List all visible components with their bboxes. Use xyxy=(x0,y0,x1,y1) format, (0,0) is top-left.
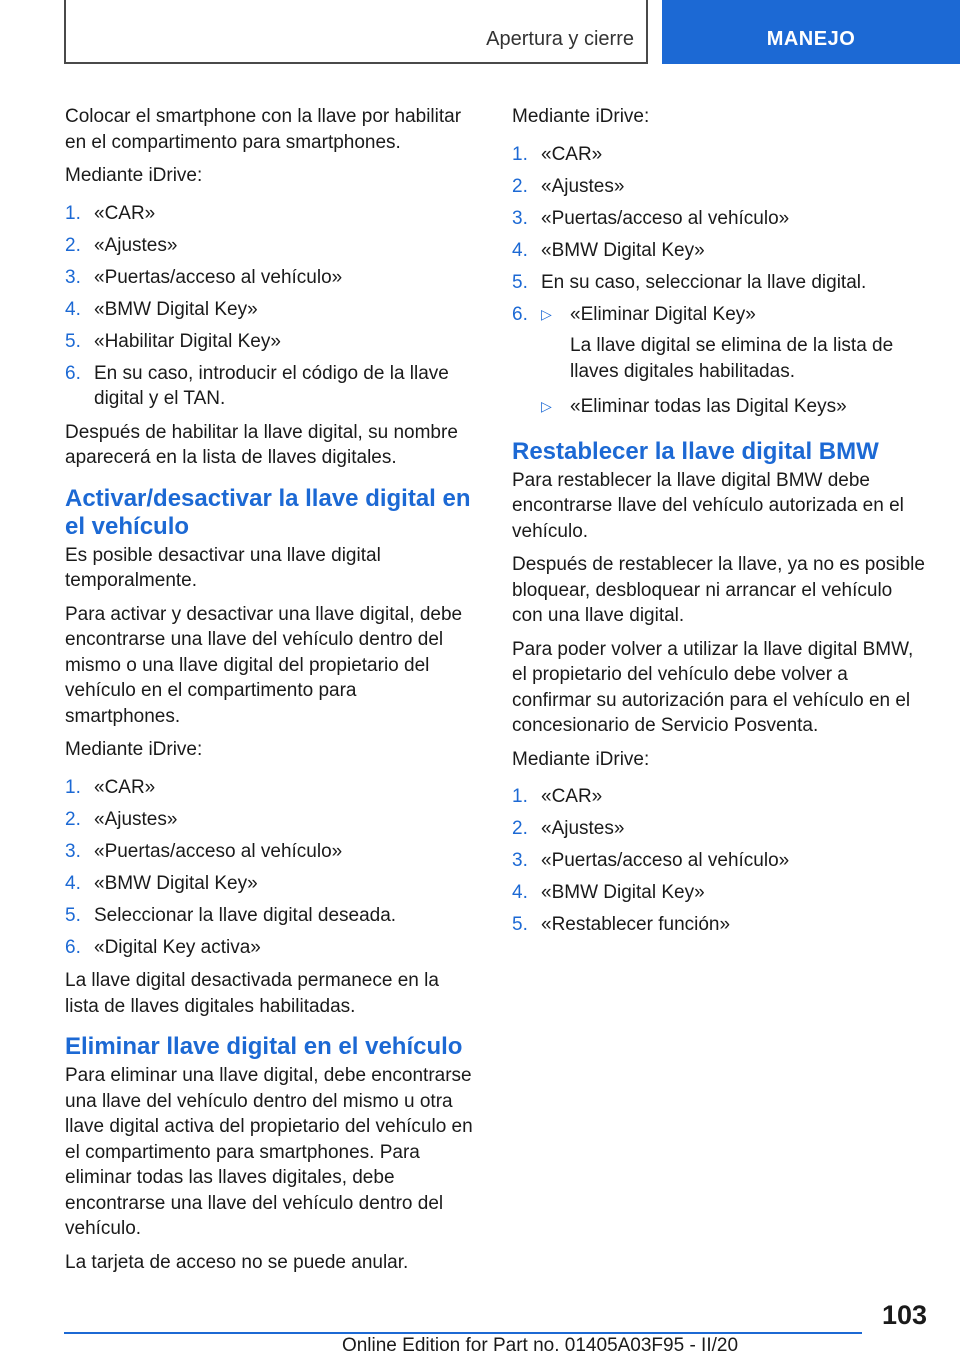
steps-activate xyxy=(65,775,475,961)
chapter-label: MANEJO xyxy=(766,28,856,50)
steps-delete xyxy=(512,142,927,420)
list-item: 5. «Restablecer función» xyxy=(512,914,731,935)
footer-divider xyxy=(64,1332,862,1334)
steps-reset xyxy=(512,784,927,938)
reset-paragraph-3: Para poder volver a utilizar la llave digital BMW, el propietario del vehículo debe volver a confirmar su autorización para el vehículo en el concesionario de Servicio Posventa. xyxy=(512,638,914,736)
triangle-right-icon: ▷ xyxy=(541,398,552,414)
section-title: Apertura y cierre xyxy=(486,28,634,50)
list-item: 4. «BMW Digital Key» xyxy=(512,882,705,903)
delete-paragraph-1: Para eliminar una llave digital, debe encontrarse una llave del vehículo dentro del mismo u otra llave digital activa del propietario del vehículo en el compartimento para smartphones. Para eliminar todas las llaves digitales, debe encontrarse una llave del vehículo dentro del vehículo. xyxy=(65,1065,473,1239)
footer-edition: Online Edition for Part no. 01405A03F95 - II/20 xyxy=(341,1335,739,1356)
sub-option-description: La llave digital se elimina de la lista de llaves digitales habilitadas. xyxy=(570,335,894,382)
list-item: 3. «Puertas/acceso al vehículo» xyxy=(65,840,343,862)
heading-reset: Restablecer la llave digital BMW xyxy=(512,437,879,465)
page-number: 103 xyxy=(881,1300,927,1330)
list-item: 3. «Puertas/acceso al vehículo» xyxy=(512,207,790,229)
list-item: 1. «CAR» xyxy=(65,776,156,798)
heading-delete: Eliminar llave digital en el vehículo xyxy=(65,1033,463,1060)
list-item: 5. Seleccionar la llave digital deseada. xyxy=(65,904,397,926)
after-enable-paragraph: Después de habilitar la llave digital, su nombre aparecerá en la lista de llaves digitales. xyxy=(65,421,458,468)
list-item: 5. En su caso, seleccionar la llave digital. xyxy=(512,271,867,293)
list-item: 4. «BMW Digital Key» xyxy=(512,239,705,261)
header-section-box xyxy=(64,0,648,64)
left-column xyxy=(65,104,475,1283)
list-item: 5. «Habilitar Digital Key» xyxy=(65,330,281,352)
idrive-label: Mediante iDrive: xyxy=(65,165,203,186)
delete-paragraph-2: La tarjeta de acceso no se puede anular. xyxy=(65,1251,409,1273)
activate-paragraph-1: Es posible desactivar una llave digital temporalmente. xyxy=(65,544,381,591)
list-item: 6. En su caso, introducir el código de la llave digital y el TAN. xyxy=(65,362,449,409)
list-item: 2. «Ajustes» xyxy=(65,234,178,256)
list-item: 3. «Puertas/acceso al vehículo» xyxy=(512,850,790,871)
idrive-label: Mediante iDrive: xyxy=(512,748,650,770)
idrive-label: Mediante iDrive: xyxy=(65,739,203,760)
list-item: 3. «Puertas/acceso al vehículo» xyxy=(65,266,343,288)
list-item: 2. «Ajustes» xyxy=(512,818,625,839)
heading-activate: Activar/desactivar la llave digital en el vehículo xyxy=(65,484,471,540)
list-item: 1. «CAR» xyxy=(512,143,603,165)
list-item: 6. «Digital Key activa» xyxy=(65,936,261,958)
list-item: 2. «Ajustes» xyxy=(512,175,625,197)
after-activate-paragraph: La llave digital desactivada permanece en la lista de llaves digitales habilitadas. xyxy=(65,970,439,1017)
list-item: 4. «BMW Digital Key» xyxy=(65,298,258,320)
sub-option: ▷ «Eliminar todas las Digital Keys» xyxy=(541,394,927,420)
right-column xyxy=(512,104,927,946)
idrive-label: Mediante iDrive: xyxy=(512,106,650,127)
intro-paragraph: Colocar el smartphone con la llave por habilitar en el compartimento para smartphones. xyxy=(65,106,462,153)
list-item: 4. «BMW Digital Key» xyxy=(65,872,258,894)
steps-enable xyxy=(65,201,475,412)
reset-paragraph-1: Para restablecer la llave digital BMW debe encontrarse llave del vehículo autorizada en el vehículo. xyxy=(512,469,904,542)
reset-paragraph-2: Después de restablecer la llave, ya no es posible bloquear, desbloquear ni arrancar el vehículo con una llave digital. xyxy=(512,554,925,626)
activate-paragraph-2: Para activar y desactivar una llave digital, debe encontrarse una llave del vehículo dentro del mismo o una llave digital del propietario del vehículo en el compartimento para smartphones. xyxy=(65,603,463,727)
sub-option: ▷ «Eliminar Digital Key» xyxy=(541,302,927,328)
list-item: 1. «CAR» xyxy=(65,202,156,224)
list-item: 1. «CAR» xyxy=(512,786,603,807)
list-item: 2. «Ajustes» xyxy=(65,808,178,830)
triangle-right-icon: ▷ xyxy=(541,305,552,322)
chapter-tab[interactable] xyxy=(662,0,960,64)
list-item: 6. ▷ «Eliminar Digital Key» La llave digital se elimina de la lista de llaves digitales habilitadas. ▷ «Eliminar todas las Digital Keys» xyxy=(512,302,927,420)
